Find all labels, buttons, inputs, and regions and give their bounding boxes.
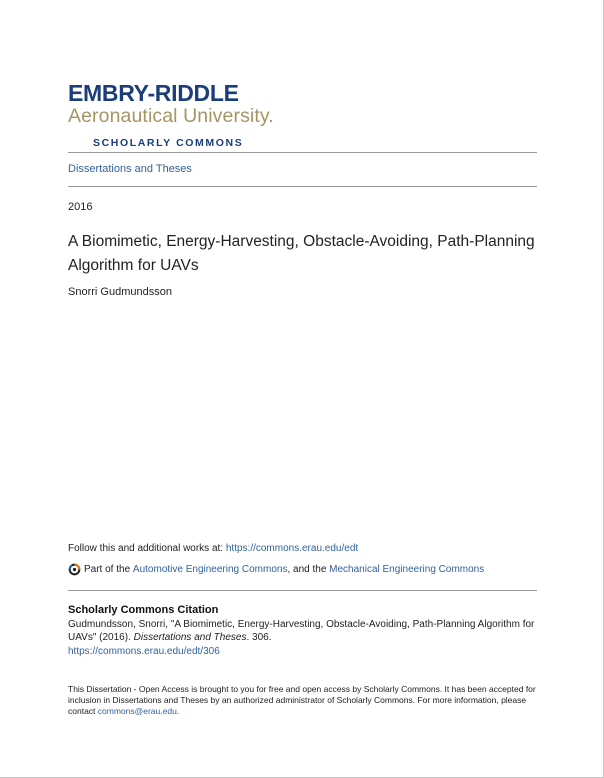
citation-text: Gudmundsson, Snorri, "A Biomimetic, Energy-Harvesting, Obstacle-Avoiding, Path-Planning Algorithm for UAVs" (2016).	[68, 619, 535, 644]
follow-url-link[interactable]: https://commons.erau.edu/edt	[225, 543, 359, 554]
publication-year: 2016	[68, 201, 93, 213]
collection-link[interactable]: Dissertations and Theses	[68, 163, 192, 175]
contact-email-link[interactable]: commons@erau.edu	[97, 706, 177, 717]
erau-logo	[68, 82, 328, 149]
footer-end: .	[176, 706, 180, 717]
citation-url-link[interactable]: https://commons.erau.edu/edt/306	[68, 645, 220, 657]
divider-second	[68, 186, 537, 187]
part-of-prefix: Part of the	[84, 564, 133, 575]
citation-number: . 306.	[246, 632, 272, 644]
part-of-line	[68, 563, 484, 576]
follow-line	[68, 543, 358, 554]
follow-prefix: Follow this and additional works at:	[68, 543, 226, 554]
logo-line-2: Aeronautical University.	[68, 105, 274, 127]
footer-note	[68, 684, 538, 718]
logo-line-3: SCHOLARLY COMMONS	[93, 137, 244, 149]
mechanical-engineering-link[interactable]: Mechanical Engineering Commons	[329, 564, 485, 575]
bepress-network-icon	[68, 563, 81, 576]
citation-series: Dissertations and Theses	[133, 632, 247, 644]
author-name: Snorri Gudmundsson	[68, 286, 172, 298]
citation-heading: Scholarly Commons Citation	[68, 604, 219, 616]
divider-citation	[68, 590, 537, 591]
logo-line-1: EMBRY-RIDDLE	[68, 80, 239, 106]
part-of-middle: , and the	[287, 564, 330, 575]
automotive-engineering-link[interactable]: Automotive Engineering Commons	[132, 564, 288, 575]
document-title: A Biomimetic, Energy-Harvesting, Obstacle-Avoiding, Path-Planning Algorithm for UAVs	[68, 233, 535, 274]
footer-text: This Dissertation - Open Access is brought to you for free and open access by Scholarly Commons. It has been accepted for inclusion in Dissertations and Theses by an authorized administrator of Scholarly Commons. For more information, please contact	[68, 684, 536, 717]
divider-top	[68, 152, 537, 153]
citation-body	[68, 618, 543, 658]
